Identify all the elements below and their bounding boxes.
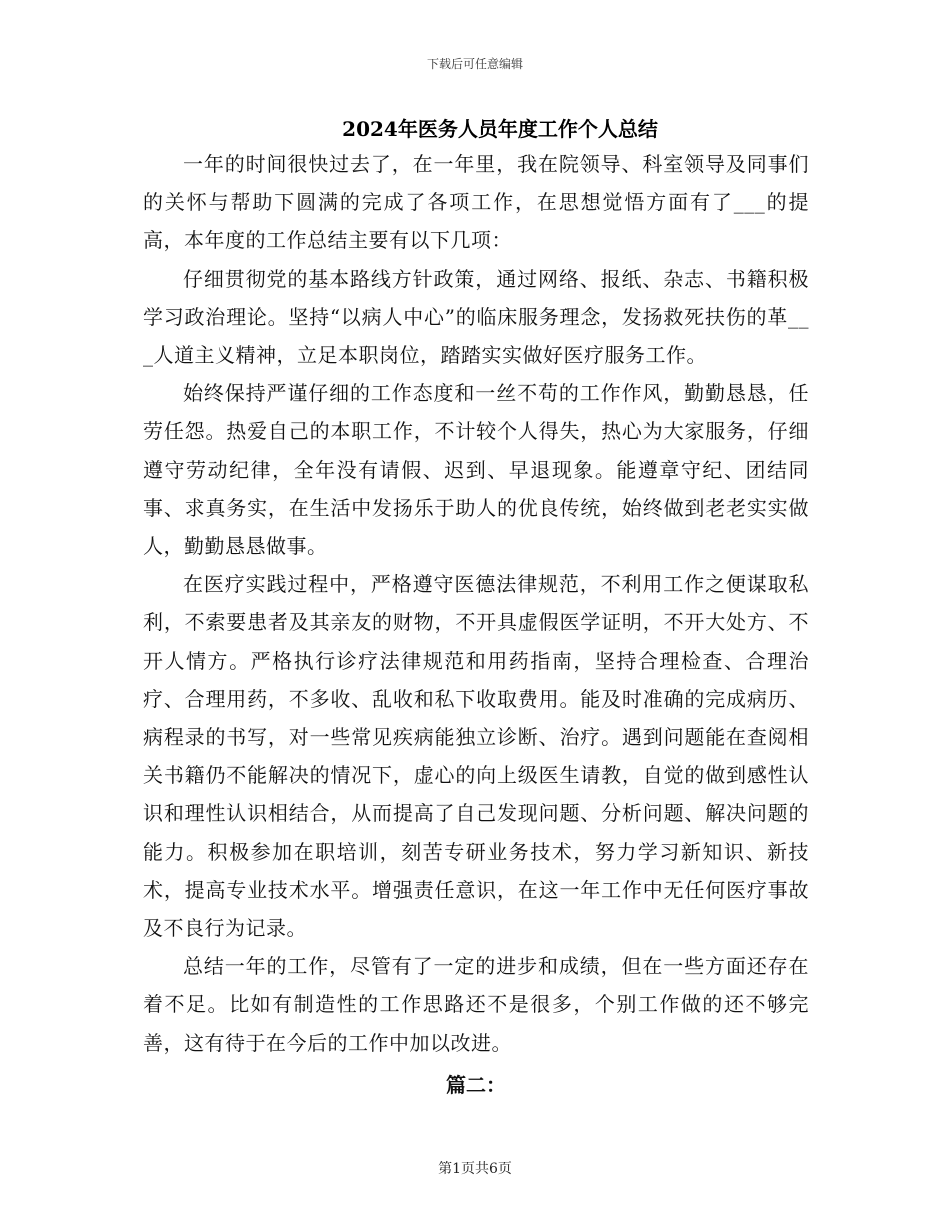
paragraph-conclusion: 总结一年的工作，尽管有了一定的进步和成绩，但在一些方面还存在着不足。比如有制造性的工作思路还不是很多，个别工作做的还不够完善，这有待于在今后的工作中加以改进。 [143,954,809,1055]
header-note: 下载后可任意编辑 [426,57,523,71]
paragraph-medical-practice: 在医疗实践过程中，严格遵守医德法律规范，不利用工作之便谋取私利，不索要患者及其亲友的财物，不开具虚假医学证明，不开大处方、不开人情方。严格执行诊疗法律规范和用药指南，坚持合理检查、合理治疗、合理用药，不多收、乱收和私下收取费用。能及时准确的完成病历、病程录的书写，对一些常见疾病能独立诊断、治疗。遇到问题能在查阅相关书籍仍不能解决的情况下，虚心的向上级医生请教，自觉的做到感性认识和理性认识相结合，从而提高了自己发现问题、分析问题、解决问题的能力。积极参加在职培训，刻苦专研业务技术，努力学习新知识、新技术，提高专业技术水平。增强责任意识，在这一年工作中无任何医疗事故及不良行为记录。 [143,572,809,941]
paragraph-work-attitude: 始终保持严谨仔细的工作态度和一丝不苟的工作作风，勤勤恳恳，任劳任怨。热爱自己的本职工作，不计较个人得失，热心为大家服务，仔细遵守劳动纪律，全年没有请假、迟到、早退现象。能遵章守纪、团结同事、求真务实，在生活中发扬乐于助人的优良传统，始终做到老老实实做人，勤勤恳恳做事。 [143,381,809,559]
paragraph-intro: 一年的时间很快过去了，在一年里，我在院领导、科室领导及同事们的关怀与帮助下圆满的完成了各项工作，在思想觉悟方面有了___的提高，本年度的工作总结主要有以下几项： [143,152,809,253]
document-title: 2024年医务人员年度工作个人总结 [342,117,658,141]
document-body [143,145,809,1104]
section-heading: 篇二： [446,1072,506,1097]
page-number: 第1页共6页 [438,1161,512,1177]
paragraph-political-study: 仔细贯彻党的基本路线方针政策，通过网络、报纸、杂志、书籍积极学习政治理论。坚持“以病人中心”的临床服务理念，发扬救死扶伤的革___人道主义精神，立足本职岗位，踏踏实实做好医疗服务工作。 [143,266,809,368]
